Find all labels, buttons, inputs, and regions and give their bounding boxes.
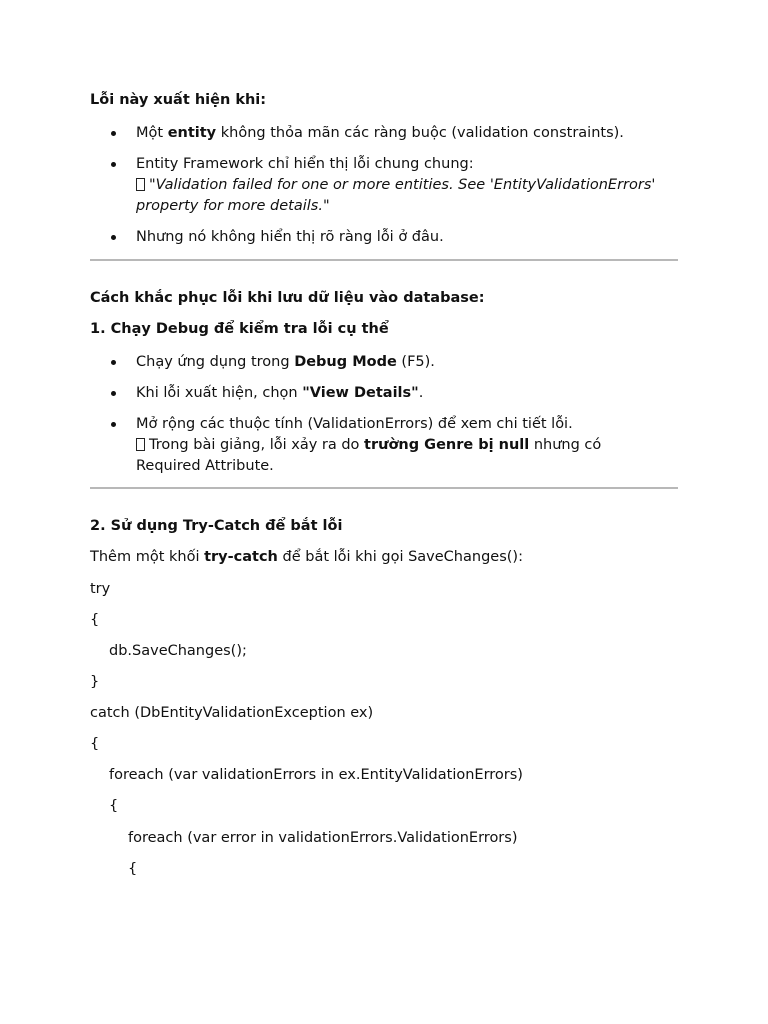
list-item: Nhưng nó không hiển thị rõ ràng lỗi ở đâu. <box>136 229 444 245</box>
code-line: { <box>128 861 138 877</box>
bullet-dot <box>111 162 116 167</box>
missing-glyph-icon <box>136 438 145 451</box>
code-line: { <box>109 798 119 814</box>
code-line: foreach (var error in validationErrors.ValidationErrors) <box>128 830 518 846</box>
quote-line: "Validation failed for one or more entities. See 'EntityValidationErrors' <box>136 175 655 196</box>
step-heading-try-catch: 2. Sử dụng Try-Catch để bắt lỗi <box>90 518 343 534</box>
step-heading-debug: 1. Chạy Debug để kiểm tra lỗi cụ thể <box>90 321 389 337</box>
quote-line: property for more details." <box>136 198 330 214</box>
list-item: Khi lỗi xuất hiện, chọn "View Details". <box>136 385 424 401</box>
section-heading-fix: Cách khắc phục lỗi khi lưu dữ liệu vào database: <box>90 290 485 306</box>
intro-paragraph: Thêm một khối try-catch để bắt lỗi khi gọi SaveChanges(): <box>90 549 523 565</box>
bullet-dot <box>111 391 116 396</box>
code-line: catch (DbEntityValidationException ex) <box>90 705 374 721</box>
list-item: Một entity không thỏa mãn các ràng buộc (validation constraints). <box>136 125 624 141</box>
code-line: { <box>90 612 100 628</box>
horizontal-divider <box>90 259 678 261</box>
bullet-dot <box>111 422 116 427</box>
code-line: { <box>90 736 100 752</box>
list-item: Mở rộng các thuộc tính (ValidationErrors) để xem chi tiết lỗi. Trong bài giảng, lỗi xảy ra do trường Genre bị null nhưng có Required Attribute. <box>136 416 602 474</box>
bullet-dot <box>111 360 116 365</box>
note-line: Trong bài giảng, lỗi xảy ra do trường Genre bị null nhưng có <box>136 435 601 456</box>
code-line: db.SaveChanges(); <box>109 643 247 659</box>
horizontal-divider <box>90 487 678 489</box>
code-line: try <box>90 581 111 597</box>
bullet-dot <box>111 235 116 240</box>
list-item: Chạy ứng dụng trong Debug Mode (F5). <box>136 354 435 370</box>
missing-glyph-icon <box>136 178 145 191</box>
code-line: foreach (var validationErrors in ex.EntityValidationErrors) <box>109 767 523 783</box>
list-item: Entity Framework chỉ hiển thị lỗi chung chung: "Validation failed for one or more entities. See 'EntityValidationErrors' property for more details." <box>136 154 655 217</box>
section-heading-error-cause: Lỗi này xuất hiện khi: <box>90 92 267 108</box>
bullet-dot <box>111 131 116 136</box>
code-line: } <box>90 674 100 690</box>
